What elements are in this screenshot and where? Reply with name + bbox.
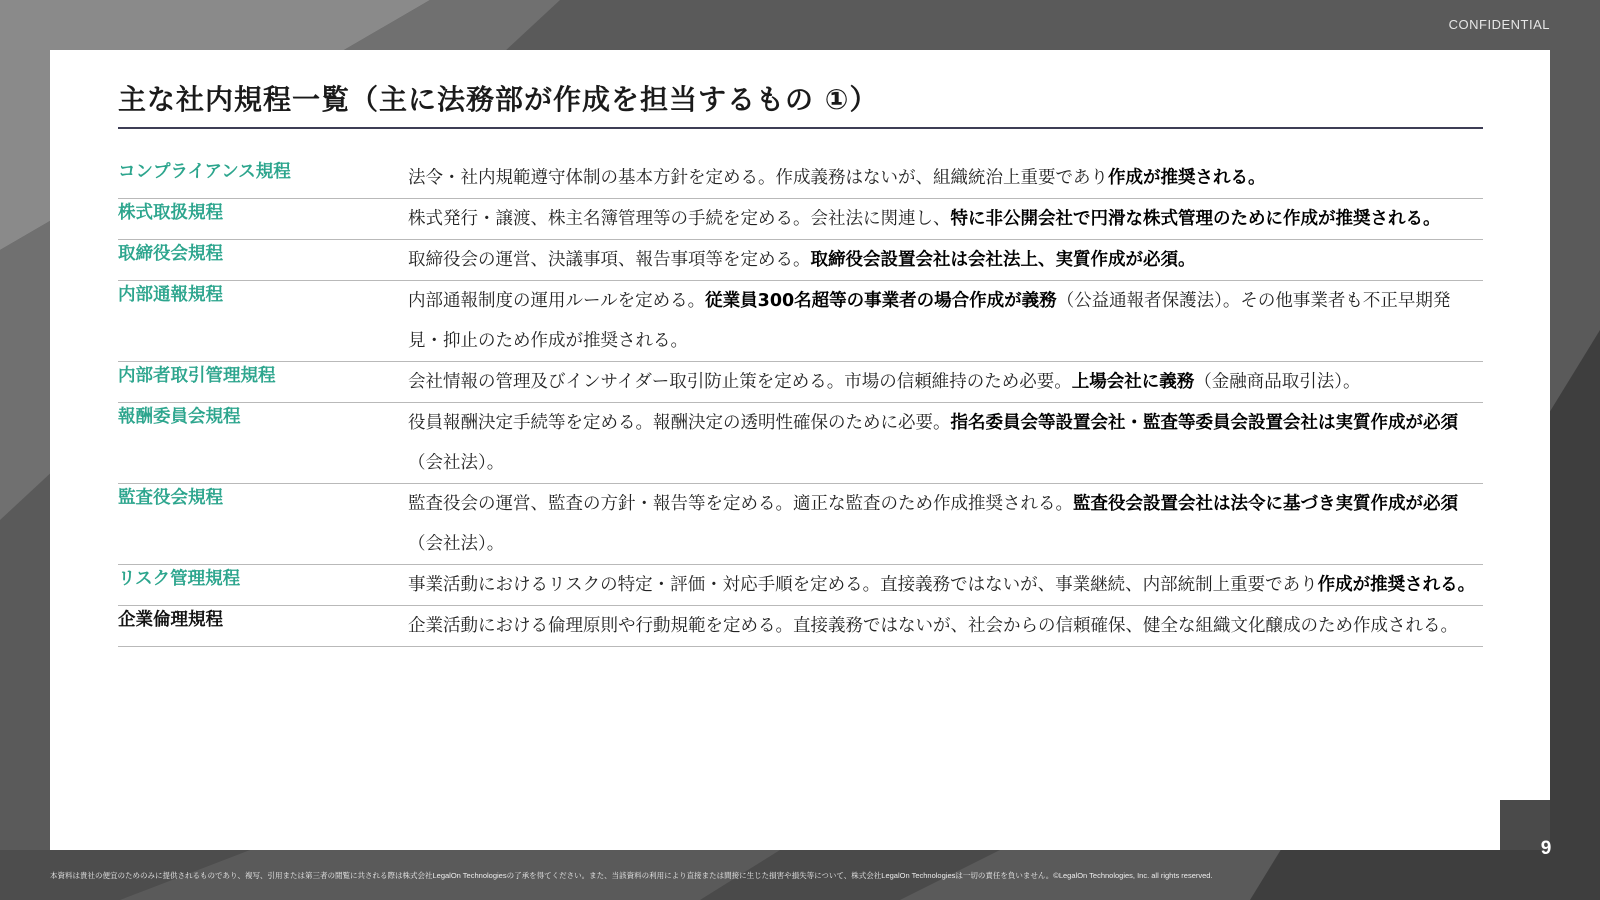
regulation-description [408,199,1483,239]
emphasis-text: 監査役会設置会社は法令に基づき実質作成が必須 [1073,494,1458,514]
regulation-name: 内部者取引管理規程 [118,366,276,386]
regulation-name: コンプライアンス規程 [118,162,291,182]
description-text: 法令・社内規範遵守体制の基本方針を定める。作成義務はないが、組織統治上重要であり [408,168,1108,188]
regulation-description [408,606,1483,646]
description-text: 株式発行・譲渡、株主名簿管理等の手続を定める。会社法に関連し、 [408,209,951,229]
table-row [118,606,1483,647]
description-text: （金融商品取引法）。 [1194,372,1361,392]
regulation-name: リスク管理規程 [118,569,241,589]
description-text: 役員報酬決定手続等を定める。報酬決定の透明性確保のために必要。 [408,413,951,433]
regulation-description [408,240,1483,280]
regulation-name: 監査役会規程 [118,488,223,508]
description-text: 企業活動における倫理原則や行動規範を定める。直接義務ではないが、社会からの信頼確保、健全な組織文化醸成のため作成される。 [408,616,1458,636]
regulation-description [408,484,1483,564]
description-text: （公益通報者保護法）。その他事業者も不正早期発見・抑止のため作成が推奨される。 [408,291,1451,351]
regulation-description [408,281,1483,361]
description-text: （会社法）。 [408,534,505,554]
emphasis-text: 指名委員会等設置会社・監査等委員会設置会社は実質作成が必須 [950,413,1458,433]
page-number: 9 [1540,838,1552,859]
description-text: （会社法）。 [408,453,505,473]
emphasis-text: 作成が推奨される。 [1317,575,1476,595]
emphasis-text: 従業員300名超等の事業者の場合作成が義務 [705,291,1057,311]
title-divider [118,127,1483,129]
footer-disclaimer: 本資料は貴社の便宜のためのみに提供されるものであり、複写、引用または第三者の閲覧に共される際は株式会社LegalOn Technologiesの了承を得てください。また、当該資料の利用により直接または間接に生じた損害や損失等について、株式会社LegalOn Technologiesは一切の責任を負いません。©LegalOn Technologies, Inc. all rights reserved. [50,871,1213,880]
regulation-description [408,565,1483,605]
table-row [118,281,1483,362]
regulation-description [408,362,1483,402]
regulation-name: 取締役会規程 [118,244,223,264]
description-text: 監査役会の運営、監査の方針・報告等を定める。適正な監査のため作成推奨される。 [408,494,1073,514]
regulation-name: 株式取扱規程 [118,203,223,223]
description-text: 内部通報制度の運用ルールを定める。 [408,291,706,311]
description-text: 会社情報の管理及びインサイダー取引防止策を定める。市場の信頼維持のため必要。 [408,372,1072,392]
confidential-label: CONFIDENTIAL [1448,17,1550,32]
emphasis-text: 作成が推奨される。 [1108,168,1266,188]
regulations-table [118,158,1483,647]
emphasis-text: 特に非公開会社で円滑な株式管理のために作成が推奨される。 [950,209,1441,229]
description-text: 取締役会の運営、決議事項、報告事項等を定める。 [408,250,811,270]
regulation-description [408,403,1483,483]
table-row [118,403,1483,484]
emphasis-text: 取締役会設置会社は会社法上、実質作成が必須。 [810,250,1196,270]
table-row [118,484,1483,565]
regulation-description [408,158,1483,198]
regulation-name: 報酬委員会規程 [118,407,241,427]
page-title: 主な社内規程一覧（主に法務部が作成を担当するもの ①） [118,83,879,116]
regulation-name: 内部通報規程 [118,285,223,305]
regulation-name: 企業倫理規程 [118,610,223,630]
emphasis-text: 上場会社に義務 [1071,372,1195,392]
description-text: 事業活動におけるリスクの特定・評価・対応手順を定める。直接義務ではないが、事業継続、内部統制上重要であり [408,575,1318,595]
